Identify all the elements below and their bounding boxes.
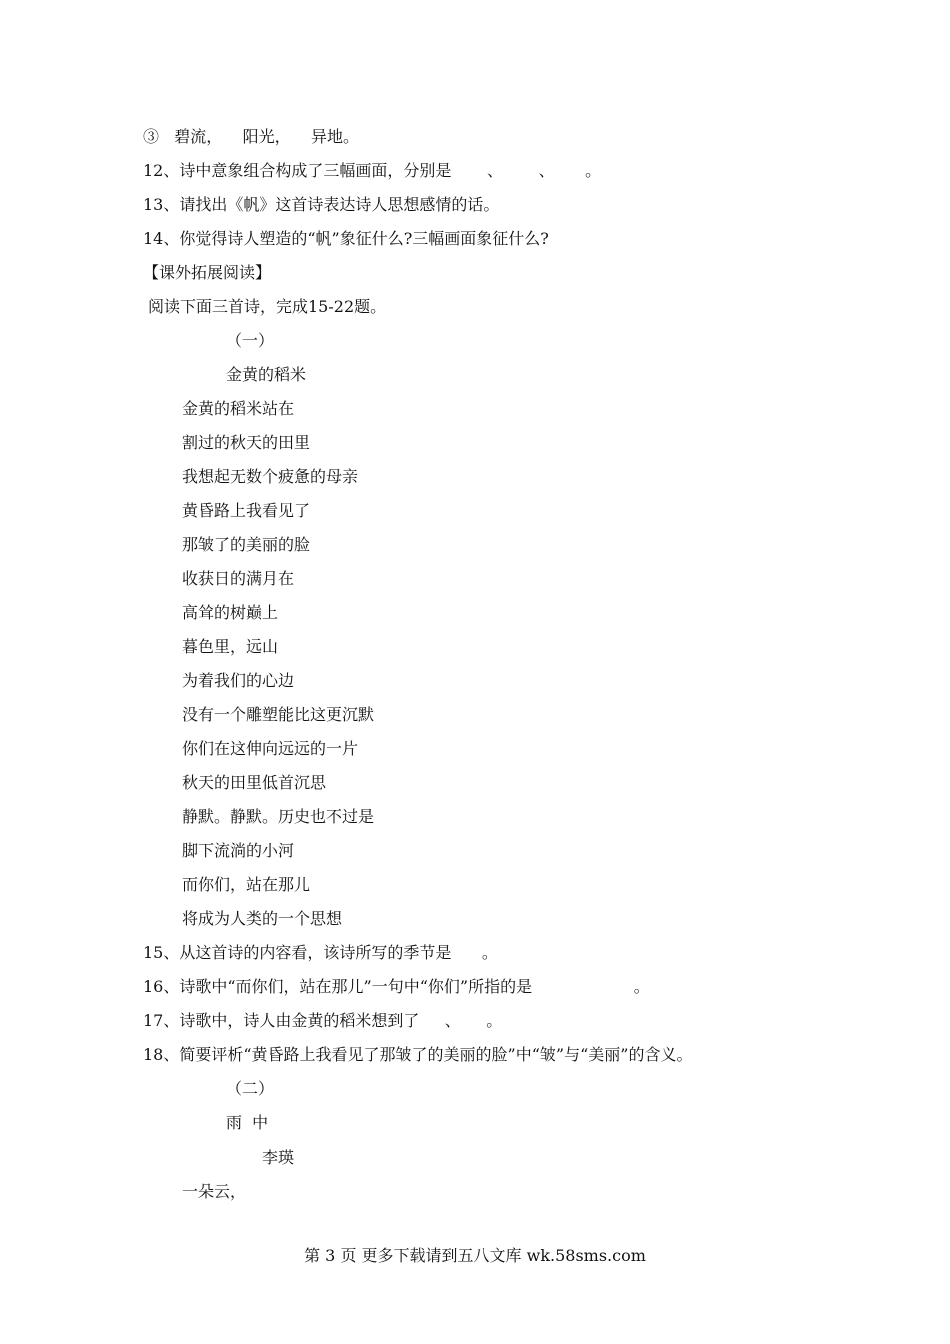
poem2-line: 一朵云， — [182, 1182, 247, 1201]
poem1-line: 高耸的树巅上 — [182, 603, 279, 622]
poem2-number: （二） — [226, 1079, 275, 1098]
poem1-line: 割过的秋天的田里 — [182, 433, 311, 452]
poem1-line: 那皱了的美丽的脸 — [182, 535, 311, 554]
poem1-line: 而你们，站在那儿 — [182, 875, 311, 894]
section-heading: 【课外拓展阅读】 — [143, 263, 272, 282]
poem1-line: 收获日的满月在 — [182, 569, 295, 588]
poem1-line: 为着我们的心边 — [182, 671, 295, 690]
question-15: 15、从这首诗的内容看，该诗所写的季节是 。 — [143, 943, 498, 962]
question-14: 14、你觉得诗人塑造的“帆”象征什么?三幅画面象征什么? — [143, 229, 549, 248]
poem1-number: （一） — [226, 331, 275, 350]
poem1-title: 金黄的稻米 — [226, 365, 307, 384]
poem1-line: 我想起无数个疲惫的母亲 — [182, 467, 359, 486]
question-12: 12、诗中意象组合构成了三幅画面，分别是 、 、 。 — [143, 161, 602, 180]
question-16: 16、诗歌中“而你们，站在那儿”一句中“你们”所指的是 。 — [143, 977, 650, 996]
poem2-author: 李瑛 — [262, 1148, 295, 1167]
poem2-title: 雨 中 — [226, 1113, 269, 1132]
question-18: 18、简要评析“黄昏路上我看见了那皱了的美丽的脸”中“皱”与“美丽”的含义。 — [143, 1045, 693, 1064]
poem1-line: 你们在这伸向远远的一片 — [182, 739, 359, 758]
poem1-line: 金黄的稻米站在 — [182, 399, 295, 418]
question-17: 17、诗歌中，诗人由金黄的稻米想到了 、 。 — [143, 1011, 503, 1030]
poem1-line: 暮色里，远山 — [182, 637, 279, 656]
question-13: 13、请找出《帆》这首诗表达诗人思想感情的话。 — [143, 195, 500, 214]
page-footer: 第 3 页 更多下载请到五八文库 wk.58sms.com — [304, 1246, 646, 1265]
poem1-line: 没有一个雕塑能比这更沉默 — [182, 705, 375, 724]
poem1-line: 将成为人类的一个思想 — [182, 909, 343, 928]
answer-option-3: ③ 碧流， 阳光， 异地。 — [143, 127, 359, 146]
poem1-line: 秋天的田里低首沉思 — [182, 773, 327, 792]
poem1-line: 脚下流淌的小河 — [182, 841, 295, 860]
poem1-line: 黄昏路上我看见了 — [182, 501, 311, 520]
poem1-line: 静默。静默。历史也不过是 — [182, 807, 375, 826]
reading-intro: 阅读下面三首诗，完成15-22题。 — [148, 297, 387, 316]
